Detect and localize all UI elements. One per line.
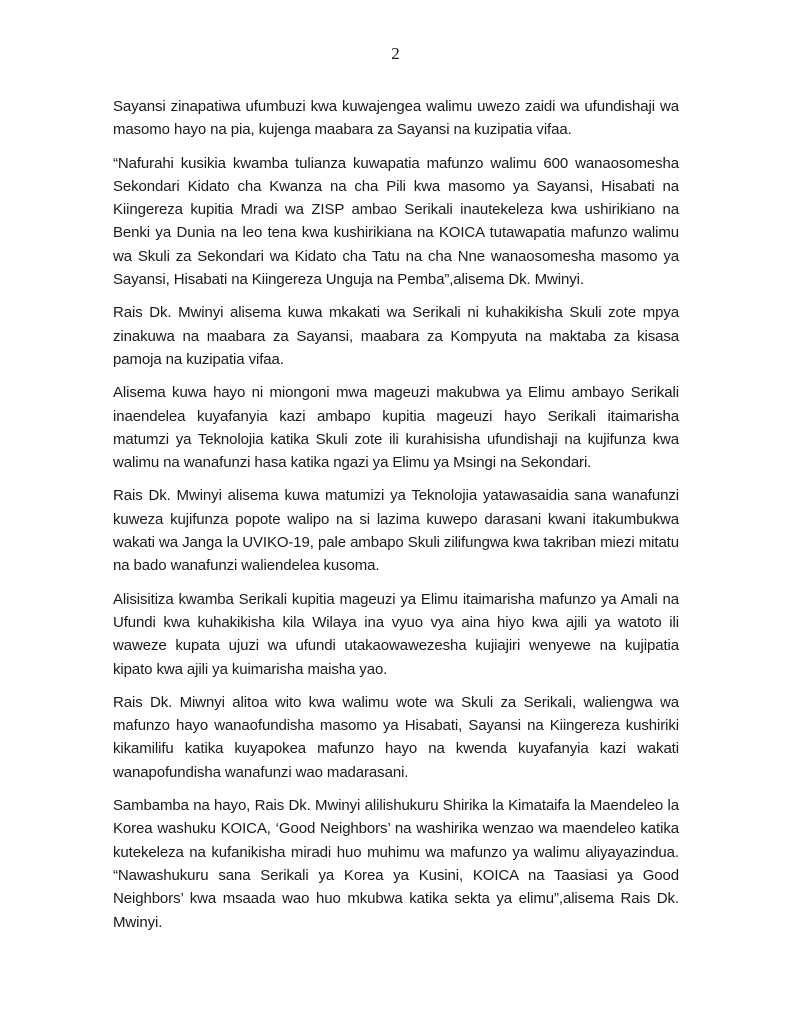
- paragraph-3: Rais Dk. Mwinyi alisema kuwa mkakati wa Serikali ni kuhakikisha Skuli zote mpya zinakuwa na maabara za Sayansi, maabara za Kompyuta na maktaba za kisasa pamoja na kuzipatia vifaa.: [113, 304, 679, 368]
- document-body: [113, 95, 679, 944]
- paragraph-2: “Nafurahi kusikia kwamba tulianza kuwapatia mafunzo walimu 600 wanaosomesha Sekondari Kidato cha Kwanza na cha Pili kwa masomo ya Sayansi, Hisabati na Kiingereza kupitia Mradi wa ZISP ambao Serikali inautekeleza kwa ushirikiano na Benki ya Dunia na leo tena kwa kushirikiana na KOICA tutawapatia mafunzo walimu wa Skuli za Sekondari wa Kidato cha Tatu na cha Nne wanaosomesha masomo ya Sayansi, Hisabati na Kiingereza Unguja na Pemba”,alisema Dk. Mwinyi.: [113, 154, 679, 289]
- paragraph-8: Sambamba na hayo, Rais Dk. Mwinyi alilishukuru Shirika la Kimataifa la Maendeleo la Korea washuku KOICA, ‘Good Neighbors’ na washirika wenzao wa maendeleo katika kutekeleza na kufanikisha miradi huo muhimu wa mafunzo ya walimu aliyayazindua. “Nawashukuru sana Serikali ya Korea ya Kusini, KOICA na Taasiasi ya Good Neighbors’ kwa msaada wao huo mkubwa katika sekta ya elimu”,alisema Rais Dk. Mwinyi.: [113, 797, 679, 931]
- paragraph-6: Alisisitiza kwamba Serikali kupitia mageuzi ya Elimu itaimarisha mafunzo ya Amali na Ufundi kwa kuhakikisha kila Wilaya ina vyuo vya aina hiyo kwa ajili ya watoto ili waweze kupata ujuzi wa ufundi utakaowawezesha kujiajiri wenyewe na kujipatia kipato kwa ajili ya kuimarisha maisha yao.: [113, 590, 679, 678]
- paragraph-7: Rais Dk. Miwnyi alitoa wito kwa walimu wote wa Skuli za Serikali, waliengwa wa mafunzo hayo wanaofundisha masomo ya Hisabati, Sayansi na Kiingereza kushiriki kikamilifu katika kuyapokea mafunzo hayo na kwenda kuyafanyia kazi wakati wanapofundisha wanafunzi wao madarasani.: [113, 693, 679, 781]
- page-number: 2: [391, 44, 400, 63]
- paragraph-5: Rais Dk. Mwinyi alisema kuwa matumizi ya Teknolojia yatawasaidia sana wanafunzi kuweza kujifunza popote walipo na si lazima kuwepo darasani kwani itakumbukwa wakati wa Janga la UVIKO-19, pale ambapo Skuli zilifungwa kwa takriban miezi mitatu na bado wanafunzi waliendelea kusoma.: [113, 487, 679, 575]
- paragraph-4: Alisema kuwa hayo ni miongoni mwa mageuzi makubwa ya Elimu ambayo Serikali inaendelea kuyafanyia kazi ambapo kupitia mageuzi hayo Serikali itaimarisha matumzi ya Teknolojia katika Skuli zote ili kurahisisha ufundishaji na kujifunza kwa walimu na wanafunzi hasa katika ngazi ya Elimu ya Msingi na Sekondari.: [113, 384, 679, 472]
- paragraph-1: Sayansi zinapatiwa ufumbuzi kwa kuwajengea walimu uwezo zaidi wa ufundishaji wa masomo hayo na pia, kujenga maabara za Sayansi na kuzipatia vifaa.: [113, 98, 679, 139]
